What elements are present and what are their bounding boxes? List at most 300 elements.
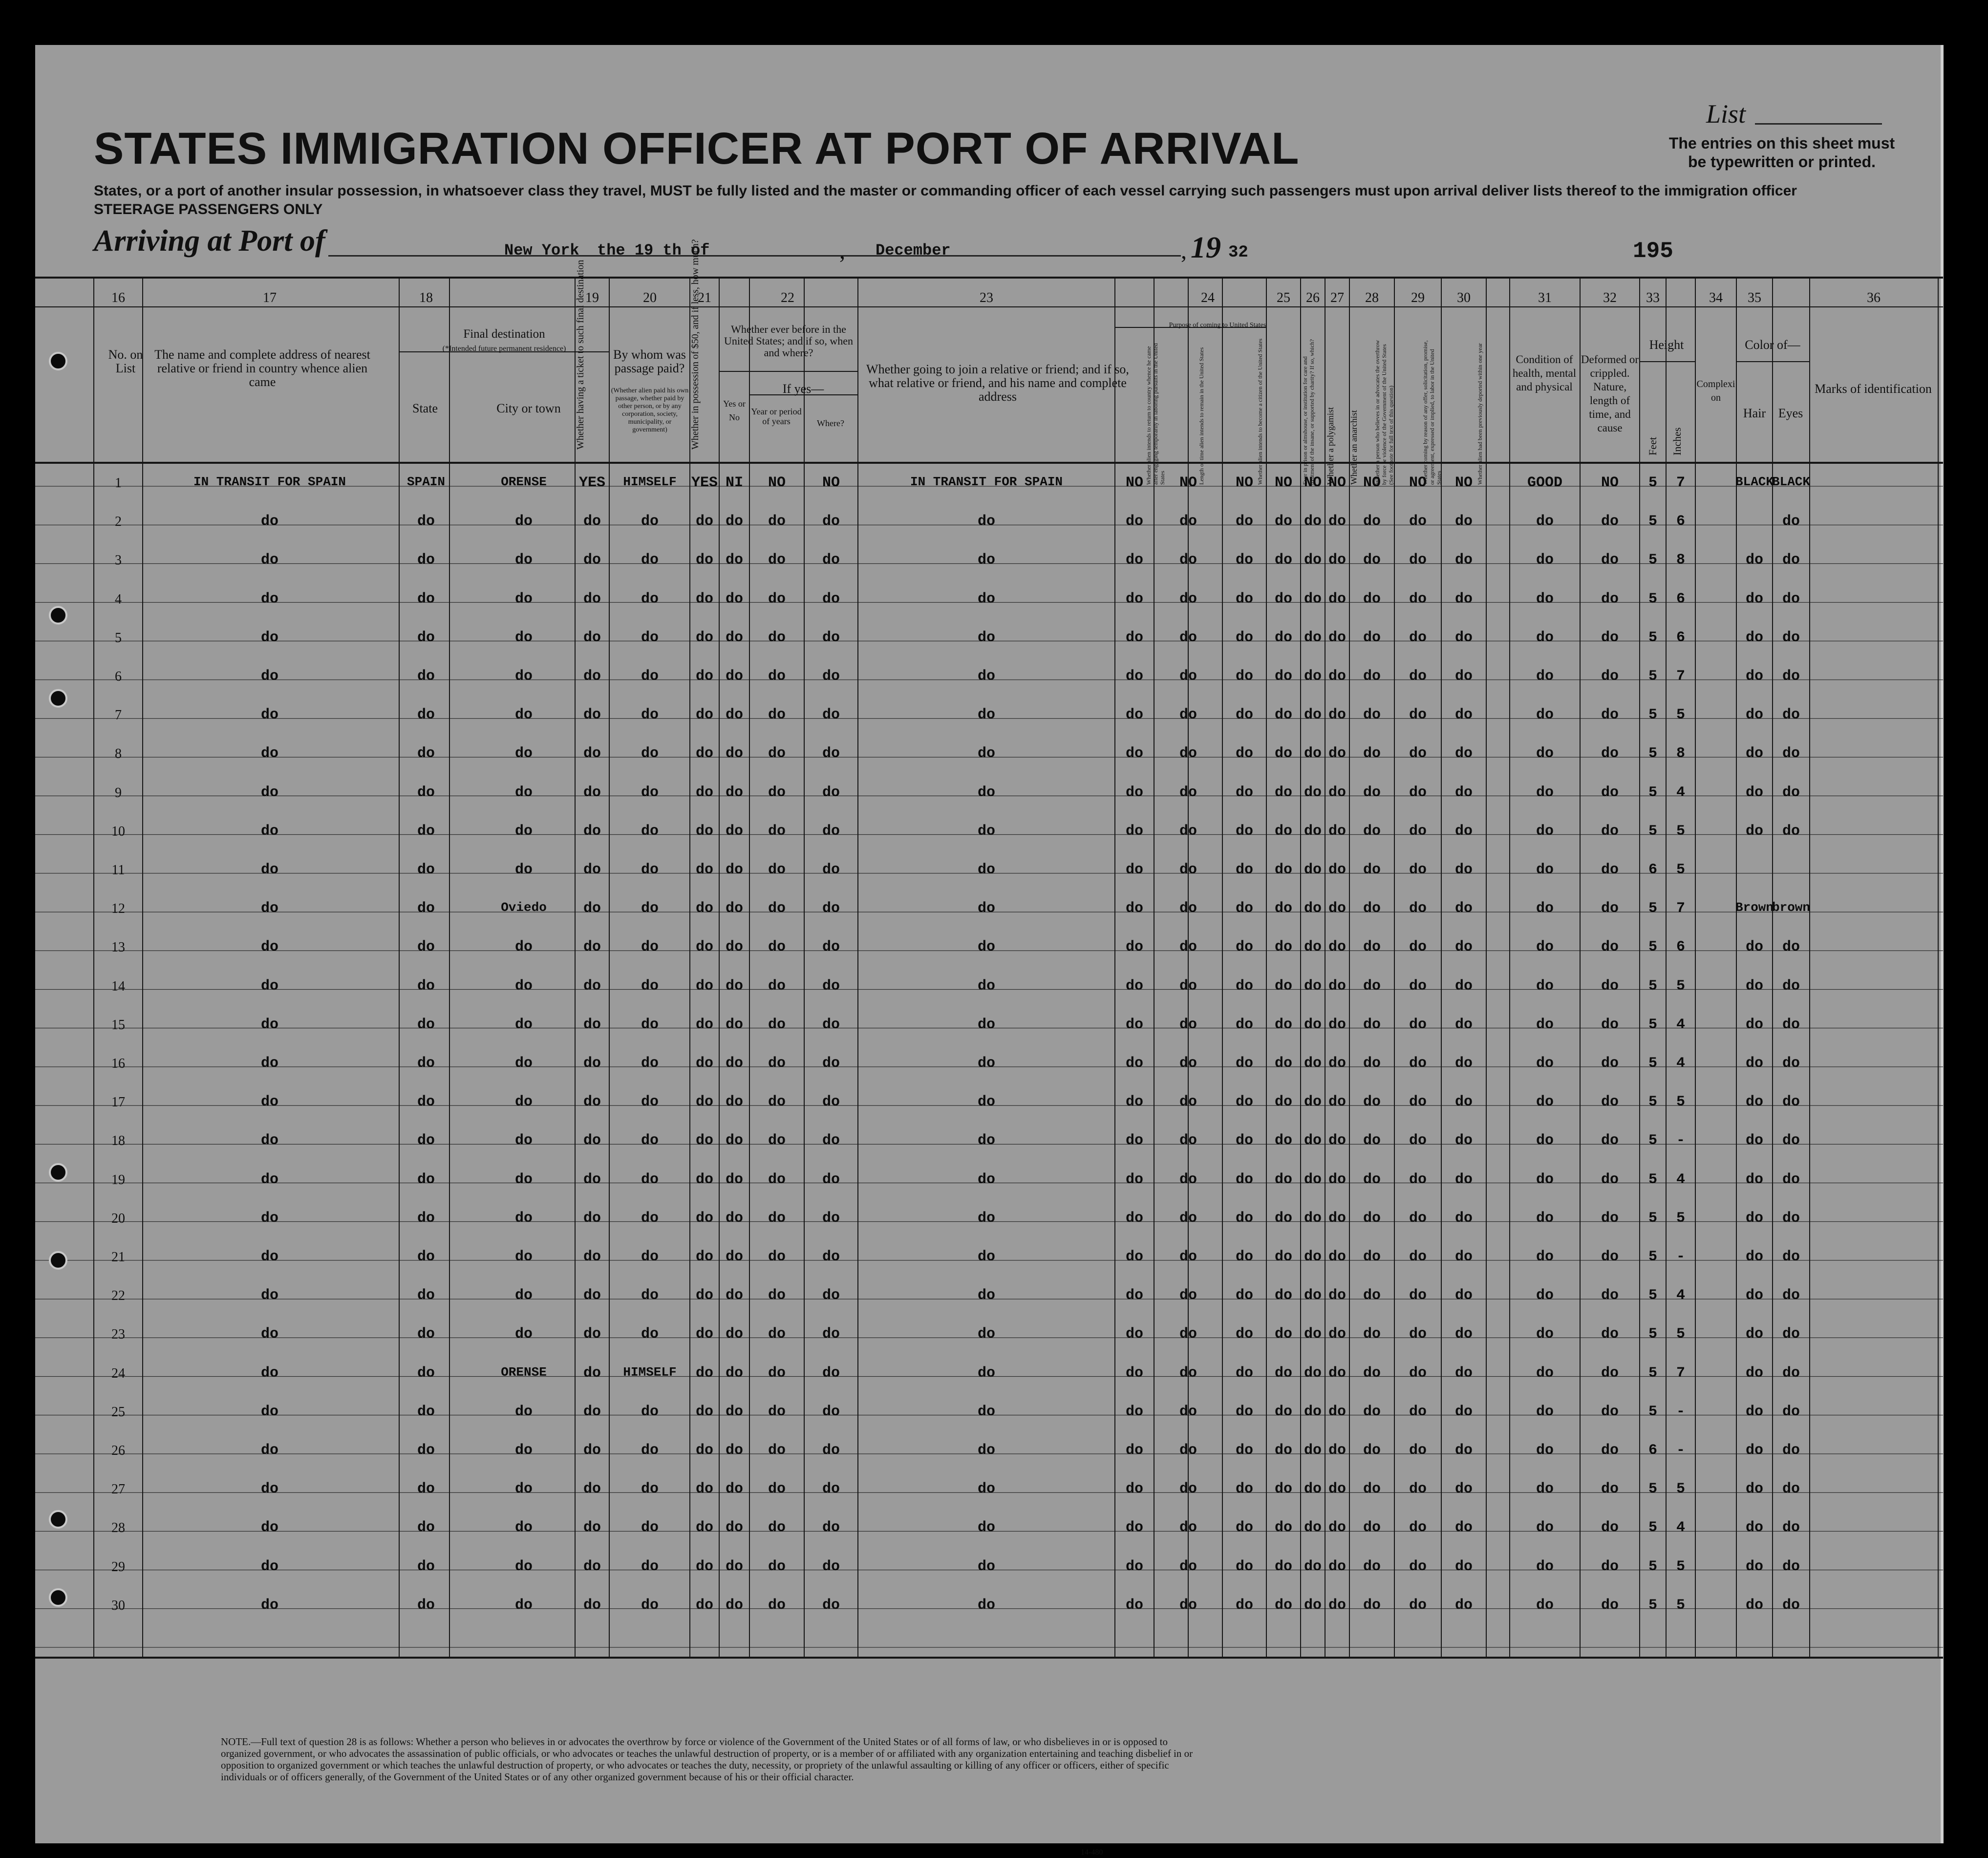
cell-state: do: [417, 590, 435, 607]
cell-p24b: do: [1179, 1094, 1197, 1111]
cell-c25: do: [1274, 1055, 1293, 1072]
cell-c25: do: [1274, 822, 1293, 840]
cell-c30: do: [1454, 513, 1473, 530]
cell-c29: do: [1409, 629, 1427, 646]
cell-p24a: do: [1125, 784, 1144, 801]
cell-c28: do: [1363, 784, 1381, 801]
cell-ticket: do: [583, 1597, 601, 1614]
cell-paid: do: [641, 707, 659, 724]
cell-ever: do: [725, 1094, 744, 1111]
cell-c25: do: [1274, 1287, 1293, 1304]
header-year-period: Year or period of years: [751, 407, 802, 426]
cell-health: do: [1536, 1481, 1554, 1498]
cell-c30: do: [1454, 1597, 1473, 1614]
cell-c26: do: [1304, 745, 1322, 762]
cell-p24b: do: [1179, 784, 1197, 801]
cell-c28: do: [1363, 1287, 1381, 1304]
cell-in: -: [1676, 1403, 1686, 1420]
cell-yr: do: [768, 1364, 786, 1382]
header-ticket: Whether having a ticket to such final destination: [575, 259, 586, 450]
cell-health: do: [1536, 1249, 1554, 1265]
cell-city: ORENSE: [501, 1364, 547, 1380]
column-number: 19: [585, 290, 599, 305]
cell-yr: do: [768, 1481, 786, 1498]
cell-c30: do: [1454, 1558, 1473, 1575]
cell-money: do: [695, 1519, 714, 1536]
cell-c26: do: [1304, 1597, 1322, 1614]
cell-deformed: do: [1601, 977, 1619, 994]
cell-eyes: BLACK: [1772, 475, 1811, 489]
cell-state: do: [417, 1364, 435, 1382]
cell-money: do: [695, 590, 714, 607]
cell-c28: do: [1363, 745, 1381, 762]
cell-c27: do: [1328, 1326, 1347, 1343]
cell-rel: do: [260, 1442, 279, 1459]
cell-deformed: do: [1601, 1326, 1619, 1343]
cell-where: do: [822, 1132, 840, 1149]
cell-ticket: do: [583, 1249, 601, 1265]
cell-hair: do: [1745, 1364, 1764, 1382]
cell-c27: do: [1328, 552, 1347, 569]
cell-ticket: do: [583, 668, 601, 685]
row-number: 9: [115, 785, 122, 800]
cell-c25: do: [1274, 552, 1293, 569]
cell-where: do: [822, 1210, 840, 1227]
cell-p24c: do: [1235, 707, 1254, 724]
cell-money: do: [695, 1597, 714, 1614]
cell-city: do: [514, 1094, 533, 1111]
cell-ever: do: [725, 707, 744, 724]
cell-where: do: [822, 707, 840, 724]
cell-c30: do: [1454, 1364, 1473, 1382]
column-number: 28: [1365, 290, 1379, 305]
header-final-destination-note: (*Intended future permanent residence): [442, 345, 566, 353]
cell-ticket: do: [583, 1016, 601, 1033]
cell-health: do: [1536, 1210, 1554, 1227]
cell-paid: HIMSELF: [623, 1364, 677, 1380]
cell-hair: do: [1745, 1249, 1764, 1265]
row-number: 21: [111, 1250, 125, 1265]
cell-join: do: [977, 1210, 996, 1227]
cell-in: 6: [1676, 629, 1686, 646]
cell-health: do: [1536, 668, 1554, 685]
cell-paid: do: [641, 1558, 659, 1575]
cell-rel: do: [260, 629, 279, 646]
cell-eyes: do: [1782, 552, 1800, 569]
cell-paid: do: [641, 1403, 659, 1420]
row-number: 20: [111, 1210, 125, 1226]
cell-yr: do: [768, 629, 786, 646]
cell-rel: do: [260, 977, 279, 994]
cell-c27: do: [1328, 822, 1347, 840]
cell-health: do: [1536, 590, 1554, 607]
cell-paid: do: [641, 977, 659, 994]
cell-ft: 5: [1648, 513, 1658, 530]
cell-paid: do: [641, 1171, 659, 1188]
cell-eyes: do: [1782, 939, 1800, 956]
cell-join: do: [977, 1403, 996, 1420]
cell-health: GOOD: [1527, 475, 1563, 491]
cell-c28: do: [1363, 1326, 1381, 1343]
cell-c30: do: [1454, 1210, 1473, 1227]
cell-ticket: do: [583, 822, 601, 840]
cell-c26: do: [1304, 668, 1322, 685]
cell-where: do: [822, 977, 840, 994]
cell-paid: do: [641, 552, 659, 569]
cell-where: do: [822, 629, 840, 646]
cell-ever: do: [725, 784, 744, 801]
cell-c29: do: [1409, 1094, 1427, 1111]
binder-hole: [49, 1510, 67, 1529]
cell-ft: 5: [1648, 822, 1658, 840]
binder-hole: [49, 352, 67, 370]
cell-in: 5: [1676, 1094, 1686, 1111]
cell-in: 5: [1676, 1597, 1686, 1614]
cell-c27: do: [1328, 1249, 1347, 1265]
cell-ticket: do: [583, 1094, 601, 1111]
cell-yr: do: [768, 1055, 786, 1072]
cell-ft: 5: [1648, 590, 1658, 607]
cell-ticket: do: [583, 1519, 601, 1536]
cell-yr: do: [768, 1016, 786, 1033]
cell-p24a: do: [1125, 552, 1144, 569]
cell-c25: do: [1274, 1403, 1293, 1420]
cell-eyes: do: [1782, 1481, 1800, 1498]
cell-where: do: [822, 1016, 840, 1033]
cell-p24b: do: [1179, 1481, 1197, 1498]
cell-yr: do: [768, 977, 786, 994]
column-number: 22: [781, 290, 794, 305]
cell-hair: do: [1745, 1210, 1764, 1227]
binder-hole: [49, 606, 67, 625]
cell-p24a: do: [1125, 1094, 1144, 1111]
cell-eyes: do: [1782, 1132, 1800, 1149]
row-number: 15: [111, 1017, 125, 1033]
cell-city: do: [514, 1055, 533, 1072]
port-value: New York: [504, 241, 579, 259]
cell-c26: do: [1304, 1171, 1322, 1188]
cell-state: do: [417, 1442, 435, 1459]
cell-c28: do: [1363, 900, 1381, 917]
cell-eyes: do: [1782, 1094, 1800, 1111]
cell-where: do: [822, 1094, 840, 1111]
cell-eyes: do: [1782, 784, 1800, 801]
cell-ever: do: [725, 1558, 744, 1575]
cell-p24b: do: [1179, 1210, 1197, 1227]
cell-yr: do: [768, 784, 786, 801]
cell-in: -: [1676, 1442, 1686, 1459]
cell-ft: 5: [1648, 1210, 1658, 1227]
cell-money: do: [695, 977, 714, 994]
cell-p24c: do: [1235, 552, 1254, 569]
cell-c29: do: [1409, 1171, 1427, 1188]
cell-paid: HIMSELF: [623, 475, 677, 489]
header-purpose-return: Whether alien intends to return to country whence he came after engaging temporarily in laboring pursuits in the United States: [1145, 343, 1166, 485]
cell-join: do: [977, 590, 996, 607]
cell-ft: 5: [1648, 1519, 1658, 1536]
column-number: 27: [1330, 290, 1344, 305]
cell-money: do: [695, 939, 714, 956]
cell-in: 6: [1676, 513, 1686, 530]
cell-money: do: [695, 1364, 714, 1382]
cell-eyes: do: [1782, 1326, 1800, 1343]
cell-in: -: [1676, 1132, 1686, 1149]
cell-rel: do: [260, 1364, 279, 1382]
cell-yr: do: [768, 1597, 786, 1614]
cell-c30: do: [1454, 1519, 1473, 1536]
cell-health: do: [1536, 1558, 1554, 1575]
cell-p24a: do: [1125, 862, 1144, 878]
cell-money: do: [695, 1326, 714, 1343]
cell-c26: do: [1304, 784, 1322, 801]
cell-p24c: do: [1235, 1364, 1254, 1382]
cell-hair: do: [1745, 784, 1764, 801]
cell-hair: do: [1745, 1519, 1764, 1536]
cell-p24a: do: [1125, 1287, 1144, 1304]
cell-state: do: [417, 1055, 435, 1072]
cell-join: do: [977, 1326, 996, 1343]
cell-p24a: do: [1125, 977, 1144, 994]
cell-money: do: [695, 1132, 714, 1149]
cell-c27: do: [1328, 629, 1347, 646]
cell-c30: do: [1454, 629, 1473, 646]
cell-ever: do: [725, 1210, 744, 1227]
cell-health: do: [1536, 1403, 1554, 1420]
instructions-text: States, or a port of another insular possession, in whatsoever class they travel, MUST be fully listed and the master or commanding officer of each vessel carrying such passengers must upon arrival deliver lists thereof to the immigration officer: [94, 183, 1797, 199]
cell-hair: Brown: [1735, 900, 1774, 915]
cell-p24c: do: [1235, 1442, 1254, 1459]
cell-hair: do: [1745, 707, 1764, 724]
column-number: 34: [1709, 290, 1723, 305]
cell-deformed: do: [1601, 1403, 1619, 1420]
cell-p24b: do: [1179, 745, 1197, 762]
cell-ft: 5: [1648, 1326, 1658, 1343]
column-number: 16: [111, 290, 125, 305]
cell-ft: 5: [1648, 629, 1658, 646]
cell-c27: do: [1328, 1094, 1347, 1111]
cell-yr: do: [768, 590, 786, 607]
cell-state: do: [417, 784, 435, 801]
cell-c28: do: [1363, 552, 1381, 569]
cell-c25: do: [1274, 1442, 1293, 1459]
cell-health: do: [1536, 1132, 1554, 1149]
cell-ticket: do: [583, 1442, 601, 1459]
header-purpose: Purpose of coming to United States: [1169, 322, 1266, 329]
header-height: Height: [1649, 338, 1684, 352]
cell-p24a: do: [1125, 745, 1144, 762]
footnote-question-28: NOTE.—Full text of question 28 is as follows: Whether a person who believes in or advocates the overthrow by force or violence of the Government of the United States or of all forms of law, or who disbelieves in or is opposed to organized government, or who advocates the assassination of public officials, or who advocates or teaches the unlawful destruction of property, or is a member of or affiliated with any organization entertaining and teaching disbelief in or opposition to organized government or which teaches the unlawful destruction of property, or who advocates or teaches the duty, necessity, or propriety of the unlawful assaulting or killing of any officer or officers, either of specific individuals or of officers generally, of the Government of the United States or of any other organized government because of his or their official character.: [221, 1736, 1193, 1783]
cell-ft: 5: [1648, 1132, 1658, 1149]
cell-state: do: [417, 707, 435, 724]
comma-separator-2: ,: [1181, 238, 1187, 264]
cell-ft: 5: [1648, 1481, 1658, 1498]
binder-hole: [49, 1163, 67, 1182]
cell-rel: do: [260, 590, 279, 607]
row-number: 26: [111, 1443, 125, 1458]
cell-hair: do: [1745, 1326, 1764, 1343]
cell-c25: do: [1274, 513, 1293, 530]
cell-rel: do: [260, 1094, 279, 1111]
cell-ft: 5: [1648, 1403, 1658, 1420]
cell-health: do: [1536, 1055, 1554, 1072]
cell-rel: do: [260, 513, 279, 530]
cell-p24c: do: [1235, 629, 1254, 646]
cell-in: 5: [1676, 862, 1686, 878]
cell-where: do: [822, 784, 840, 801]
cell-c25: do: [1274, 939, 1293, 956]
cell-ticket: do: [583, 1403, 601, 1420]
cell-c29: do: [1409, 745, 1427, 762]
row-number: 13: [111, 940, 125, 955]
row-number: 30: [111, 1598, 125, 1613]
cell-where: do: [822, 1364, 840, 1382]
column-number: 33: [1646, 290, 1660, 305]
cell-ft: 5: [1648, 900, 1658, 917]
cell-in: -: [1676, 1249, 1686, 1265]
header-if-yes: If yes—: [782, 382, 824, 396]
cell-c30: do: [1454, 1094, 1473, 1111]
cell-state: do: [417, 668, 435, 685]
cell-p24c: do: [1235, 513, 1254, 530]
cell-c28: do: [1363, 1597, 1381, 1614]
cell-p24c: do: [1235, 1519, 1254, 1536]
cell-money: do: [695, 822, 714, 840]
cell-city: ORENSE: [501, 475, 547, 489]
cell-c27: do: [1328, 590, 1347, 607]
cell-c28: do: [1363, 1132, 1381, 1149]
cell-hair: do: [1745, 822, 1764, 840]
cell-c30: do: [1454, 1287, 1473, 1304]
cell-c26: do: [1304, 590, 1322, 607]
cell-in: 5: [1676, 1558, 1686, 1575]
cell-eyes: do: [1782, 629, 1800, 646]
row-number: 11: [111, 863, 125, 878]
column-number: 17: [263, 290, 277, 305]
cell-state: do: [417, 1016, 435, 1033]
cell-ever: do: [725, 1364, 744, 1382]
cell-p24b: do: [1179, 862, 1197, 878]
cell-c26: do: [1304, 629, 1322, 646]
cell-c25: do: [1274, 590, 1293, 607]
column-number: 31: [1538, 290, 1552, 305]
cell-p24b: do: [1179, 900, 1197, 917]
cell-health: do: [1536, 1442, 1554, 1459]
cell-in: 4: [1676, 1519, 1686, 1536]
cell-ticket: YES: [578, 475, 606, 491]
cell-rel: do: [260, 707, 279, 724]
cell-ft: 5: [1648, 939, 1658, 956]
row-number: 2: [115, 514, 122, 530]
header-by-whom-paid: By whom was passage paid?: [613, 347, 686, 375]
cell-ft: 5: [1648, 1249, 1658, 1265]
cell-p24a: do: [1125, 513, 1144, 530]
cell-p24c: do: [1235, 745, 1254, 762]
cell-paid: do: [641, 862, 659, 878]
cell-paid: do: [641, 1326, 659, 1343]
cell-p24a: do: [1125, 1249, 1144, 1265]
cell-in: 4: [1676, 784, 1686, 801]
cell-deformed: do: [1601, 513, 1619, 530]
cell-c26: do: [1304, 1442, 1322, 1459]
cell-p24c: NO: [1235, 475, 1254, 491]
arriving-label: Arriving at Port of: [94, 224, 325, 258]
cell-city: do: [514, 552, 533, 569]
cell-ever: do: [725, 900, 744, 917]
cell-rel: do: [260, 745, 279, 762]
cell-city: do: [514, 939, 533, 956]
cell-c28: do: [1363, 513, 1381, 530]
cell-money: do: [695, 1481, 714, 1498]
cell-c26: do: [1304, 939, 1322, 956]
header-state: State: [412, 401, 438, 415]
cell-ft: 6: [1648, 1442, 1658, 1459]
cell-state: do: [417, 1287, 435, 1304]
cell-p24b: NO: [1179, 475, 1197, 491]
cell-in: 4: [1676, 1016, 1686, 1033]
cell-money: do: [695, 1210, 714, 1227]
cell-c28: do: [1363, 1171, 1381, 1188]
cell-c25: do: [1274, 1558, 1293, 1575]
cell-money: do: [695, 1287, 714, 1304]
binder-hole: [49, 1251, 67, 1270]
cell-yr: do: [768, 707, 786, 724]
binder-hole: [49, 1588, 67, 1607]
cell-in: 5: [1676, 822, 1686, 840]
cell-hair: do: [1745, 668, 1764, 685]
cell-join: do: [977, 1558, 996, 1575]
cell-c28: NO: [1363, 475, 1381, 491]
row-number: 10: [111, 823, 125, 839]
cell-rel: do: [260, 822, 279, 840]
cell-p24a: do: [1125, 1132, 1144, 1149]
cell-c25: do: [1274, 745, 1293, 762]
cell-city: do: [514, 1171, 533, 1188]
cell-c30: do: [1454, 977, 1473, 994]
cell-c26: do: [1304, 513, 1322, 530]
cell-c26: do: [1304, 822, 1322, 840]
cell-health: do: [1536, 552, 1554, 569]
cell-c26: do: [1304, 707, 1322, 724]
cell-join: do: [977, 745, 996, 762]
cell-c26: do: [1304, 977, 1322, 994]
cell-c28: do: [1363, 668, 1381, 685]
cell-eyes: do: [1782, 1442, 1800, 1459]
cell-p24b: do: [1179, 939, 1197, 956]
cell-ever: do: [725, 1326, 744, 1343]
cell-money: do: [695, 629, 714, 646]
cell-c28: do: [1363, 1210, 1381, 1227]
cell-deformed: do: [1601, 1055, 1619, 1072]
cell-eyes: do: [1782, 977, 1800, 994]
cell-yr: do: [768, 1171, 786, 1188]
cell-where: do: [822, 513, 840, 530]
cell-money: do: [695, 1094, 714, 1111]
column-number: 24: [1201, 290, 1215, 305]
cell-paid: do: [641, 668, 659, 685]
cell-ticket: do: [583, 1171, 601, 1188]
cell-money: do: [695, 1016, 714, 1033]
header-anarchist: Whether an anarchist: [1349, 410, 1359, 485]
cell-p24a: do: [1125, 590, 1144, 607]
cell-city: do: [514, 1519, 533, 1536]
cell-c30: do: [1454, 1055, 1473, 1072]
cell-p24c: do: [1235, 668, 1254, 685]
cell-deformed: do: [1601, 822, 1619, 840]
row-number: 3: [115, 553, 122, 568]
cell-rel: do: [260, 1016, 279, 1033]
cell-c25: do: [1274, 629, 1293, 646]
cell-health: do: [1536, 1171, 1554, 1188]
